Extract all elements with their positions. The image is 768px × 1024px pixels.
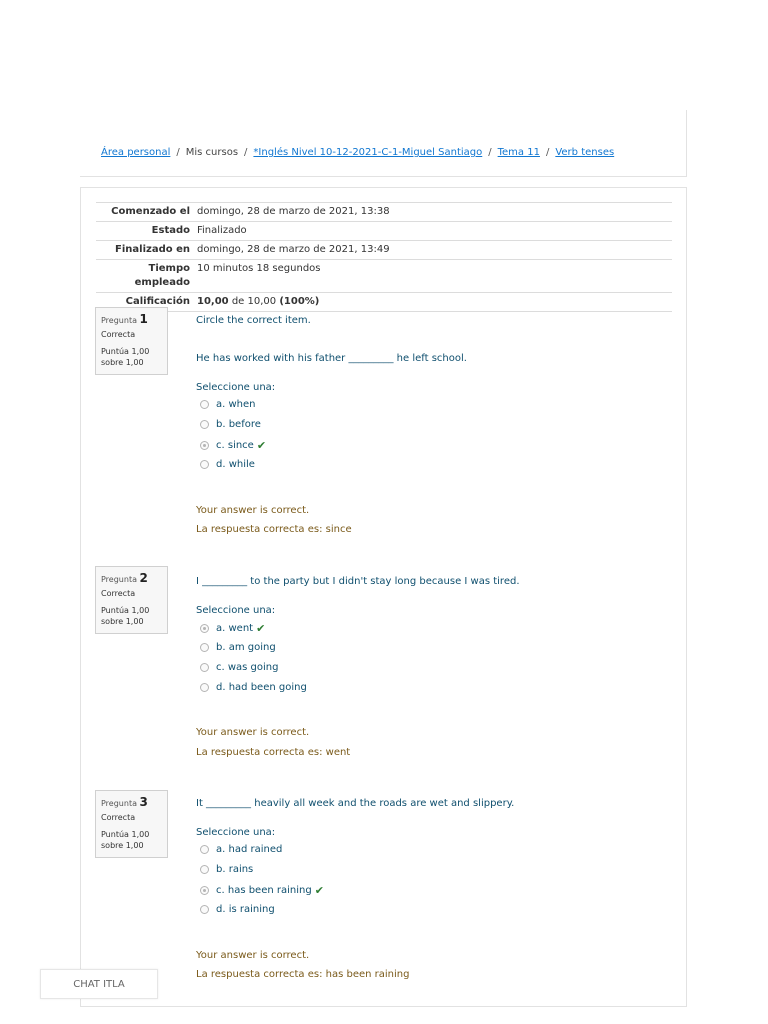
question-grade-line2: sobre 1,00 (101, 841, 144, 850)
summary-value: Finalizado (197, 225, 247, 236)
question-number: 2 (139, 571, 148, 585)
answer-option[interactable] (200, 642, 276, 653)
breadcrumb-tema[interactable]: Tema 11 (497, 147, 540, 158)
option-label: a. had rained (216, 844, 283, 855)
summary-row (96, 241, 672, 260)
answer-option[interactable] (200, 844, 282, 855)
summary-row (96, 260, 672, 293)
summary-value: domingo, 28 de marzo de 2021, 13:38 (197, 206, 390, 217)
grade-score: 10,00 (197, 296, 229, 307)
radio-icon[interactable] (200, 400, 209, 409)
question-grade-line1: Puntúa 1,00 (101, 347, 150, 356)
question-info-2 (95, 566, 168, 634)
answer-option[interactable] (200, 419, 261, 430)
summary-row (96, 203, 672, 222)
summary-label: Comenzado el (111, 206, 190, 217)
option-label: a. when (216, 399, 256, 410)
radio-icon[interactable] (200, 905, 209, 914)
question-text: It _________ heavily all week and the roads are wet and slippery. (196, 798, 515, 809)
option-label: d. is raining (216, 904, 275, 915)
breadcrumb (101, 147, 614, 158)
option-label: b. am going (216, 642, 276, 653)
question-number: 3 (139, 795, 148, 809)
feedback-text: Your answer is correct. (196, 505, 310, 516)
summary-label-line2: empleado (134, 277, 190, 288)
check-icon: ✔ (314, 884, 324, 897)
answer-option[interactable] (200, 904, 275, 915)
radio-icon[interactable] (200, 683, 209, 692)
select-prompt: Seleccione una: (196, 382, 276, 393)
summary-label: Estado (151, 225, 190, 236)
option-label: c. since (216, 440, 254, 451)
radio-icon[interactable] (200, 624, 209, 633)
question-info-3 (95, 790, 168, 858)
answer-option[interactable] (200, 399, 256, 410)
question-state: Correcta (101, 330, 136, 339)
breadcrumb-separator: / (545, 147, 550, 158)
radio-icon[interactable] (200, 420, 209, 429)
summary-label: Finalizado en (115, 244, 190, 255)
option-label: a. went (216, 623, 254, 634)
option-label: b. rains (216, 864, 254, 875)
chat-button[interactable]: CHAT ITLA (40, 969, 158, 999)
summary-label (96, 260, 196, 293)
question-grade-line1: Puntúa 1,00 (101, 830, 150, 839)
question-label: Pregunta (101, 799, 137, 808)
option-label: c. was going (216, 662, 279, 673)
question-label: Pregunta (101, 316, 137, 325)
breadcrumb-verb-tenses[interactable]: Verb tenses (555, 147, 615, 158)
radio-icon[interactable] (200, 886, 209, 895)
summary-value: domingo, 28 de marzo de 2021, 13:49 (197, 244, 390, 255)
question-text: He has worked with his father _________ he left school. (196, 353, 467, 364)
answer-option[interactable] (200, 682, 307, 693)
feedback-text: Your answer is correct. (196, 727, 310, 738)
right-answer-text: La respuesta correcta es: went (196, 747, 351, 758)
question-number: 1 (139, 312, 148, 326)
question-state: Correcta (101, 813, 136, 822)
question-text: I _________ to the party but I didn't stay long because I was tired. (196, 576, 520, 587)
check-icon: ✔ (256, 439, 267, 452)
question-grade-line2: sobre 1,00 (101, 617, 144, 626)
question-label: Pregunta (101, 575, 137, 584)
breadcrumb-area-personal[interactable]: Área personal (101, 147, 171, 158)
summary-label: Calificación (125, 296, 190, 307)
check-icon: ✔ (256, 622, 266, 635)
answer-option[interactable] (200, 864, 253, 875)
answer-option-selected[interactable] (200, 439, 266, 452)
question-instruction: Circle the correct item. (196, 315, 311, 326)
option-label: d. had been going (216, 682, 307, 693)
summary-row (96, 222, 672, 241)
radio-icon[interactable] (200, 643, 209, 652)
radio-icon[interactable] (200, 663, 209, 672)
summary-grade-value (196, 293, 672, 312)
answer-option-selected[interactable] (200, 622, 265, 635)
select-prompt: Seleccione una: (196, 827, 276, 838)
breadcrumb-course[interactable]: *Inglés Nivel 10-12-2021-C-1-Miguel Santiago (253, 147, 483, 158)
option-label: d. while (216, 459, 255, 470)
option-label: c. has been raining (216, 885, 312, 896)
feedback-text: Your answer is correct. (196, 950, 310, 961)
breadcrumb-separator: / (176, 147, 180, 158)
radio-icon[interactable] (200, 460, 209, 469)
breadcrumb-separator: / (244, 147, 248, 158)
question-grade-line2: sobre 1,00 (101, 358, 144, 367)
summary-row-grade (96, 293, 672, 312)
right-answer-text: La respuesta correcta es: has been raining (196, 969, 410, 980)
page-header-box (80, 110, 687, 177)
summary-label-line1: Tiempo (148, 263, 190, 274)
radio-icon[interactable] (200, 845, 209, 854)
breadcrumb-separator: / (488, 147, 492, 158)
grade-of: de 10,00 (231, 296, 277, 307)
answer-option[interactable] (200, 662, 278, 673)
question-state: Correcta (101, 589, 136, 598)
right-answer-text: La respuesta correcta es: since (196, 524, 352, 535)
summary-value: 10 minutos 18 segundos (197, 263, 321, 274)
breadcrumb-mis-cursos: Mis cursos (185, 147, 239, 158)
option-label: b. before (216, 419, 261, 430)
answer-option[interactable] (200, 459, 255, 470)
radio-icon[interactable] (200, 441, 209, 450)
attempt-summary-table (96, 202, 672, 312)
question-info-1 (95, 307, 168, 375)
grade-percent: (100%) (279, 296, 320, 307)
answer-option-selected[interactable] (200, 884, 324, 897)
radio-icon[interactable] (200, 865, 209, 874)
select-prompt: Seleccione una: (196, 605, 276, 616)
question-grade-line1: Puntúa 1,00 (101, 606, 150, 615)
